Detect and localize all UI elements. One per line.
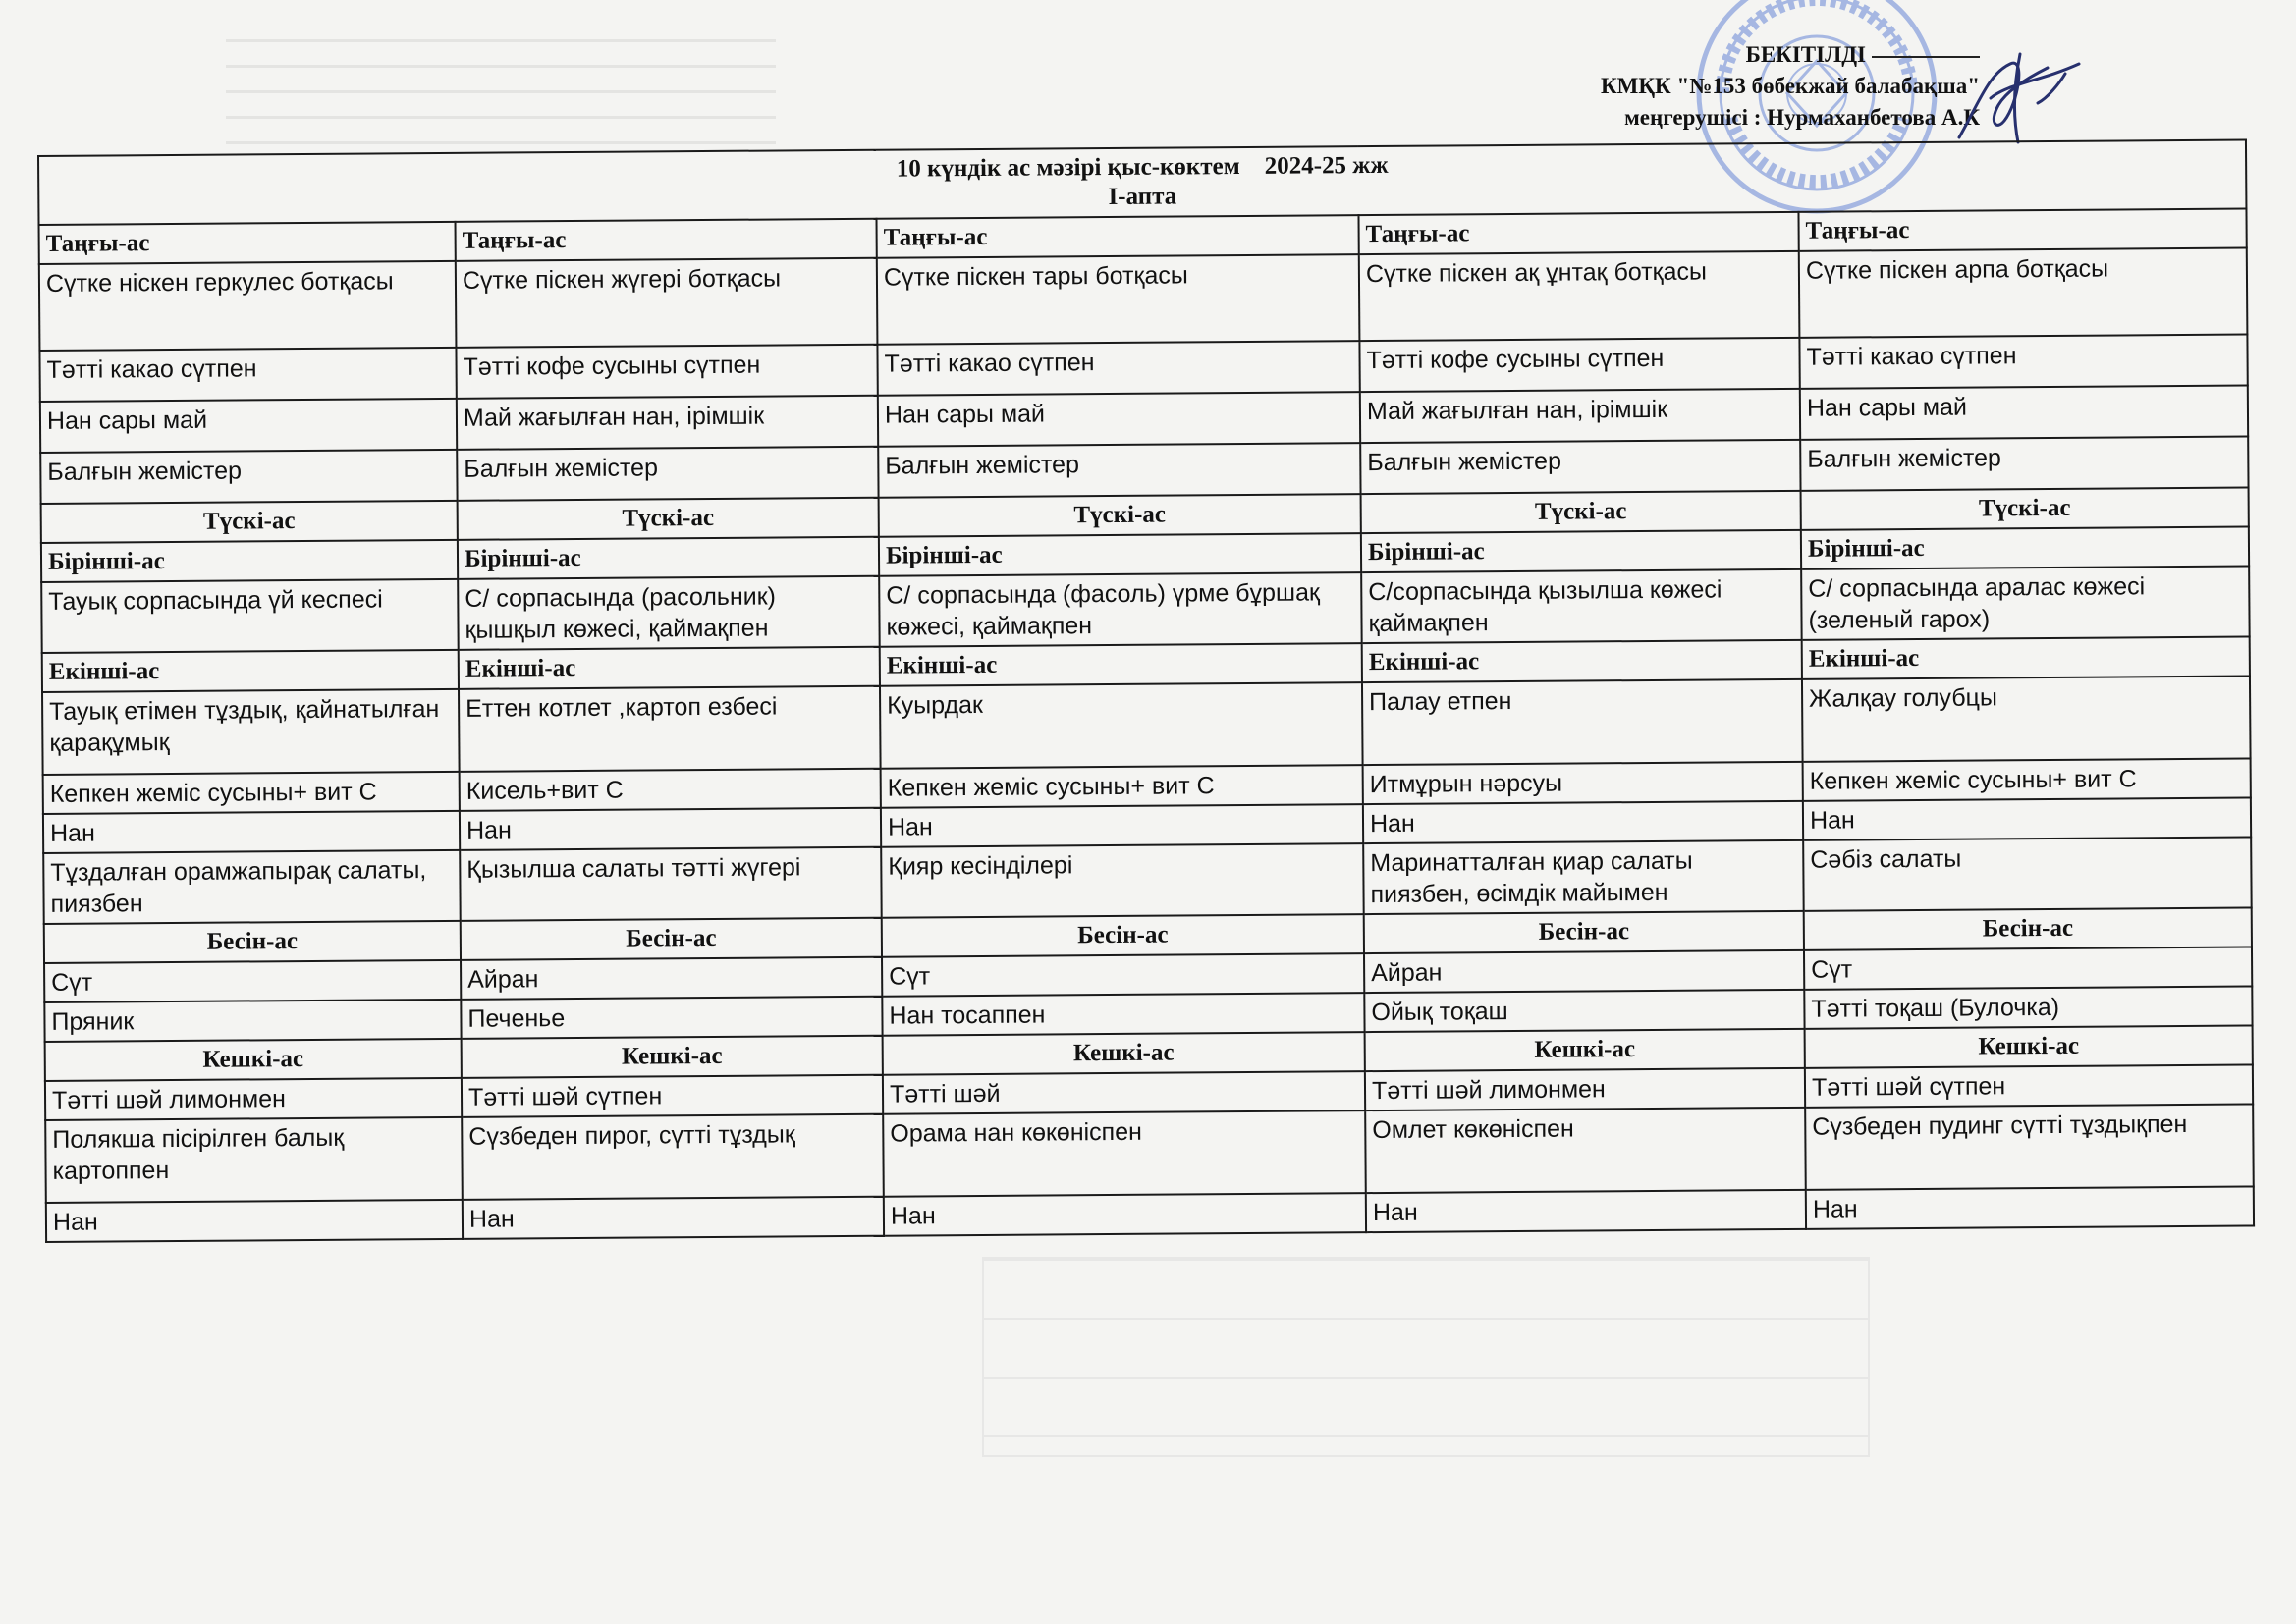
breakfast-header: Таңғы-ас [456, 219, 877, 261]
menu-cell: Сүтке піскен тары ботқасы [877, 254, 1360, 345]
menu-cell: Нан [460, 808, 881, 850]
menu-table [37, 139, 2255, 1243]
menu-cell: Пряник [44, 1000, 461, 1042]
snack-header: Бесін-ас [44, 921, 461, 963]
menu-cell: Сүтке піскен ақ ұнтақ ботқасы [1359, 251, 1800, 341]
menu-cell: Нан [1806, 1186, 2254, 1228]
first-course-header: Бірінші-ас [458, 537, 879, 579]
breakfast-header: Таңғы-ас [39, 222, 456, 264]
menu-cell: Сүзбеден пудинг сүтті тұздықпен [1805, 1104, 2254, 1189]
menu-cell: Орама нан көкөніспен [883, 1110, 1366, 1197]
menu-cell: Нан [463, 1197, 884, 1239]
approval-block [1601, 39, 1980, 134]
menu-cell: Куырдак [880, 682, 1363, 769]
menu-cell: Тұздалған орамжапырақ салаты, пиязбен [43, 850, 461, 924]
menu-cell: Балғын жемістер [878, 443, 1360, 498]
menu-cell: Нан [1366, 1190, 1806, 1232]
approval-title: БЕКІТІЛДІ [1745, 42, 1866, 67]
menu-cell: Сүтке піскен арпа ботқасы [1799, 248, 2248, 338]
menu-cell: Нан [881, 804, 1363, 847]
menu-cell: Қызылша салаты тәтті жүгері [460, 847, 882, 921]
table-row [39, 248, 2248, 351]
faint-background-table [982, 1257, 1870, 1457]
second-course-header: Екінші-ас [459, 647, 880, 689]
snack-header: Бесін-ас [1364, 911, 1804, 953]
menu-cell: Ойық тоқаш [1364, 990, 1804, 1032]
menu-cell: Сүтке ніскен геркулес ботқасы [39, 261, 457, 351]
first-course-header: Бірінші-ас [1361, 530, 1801, 572]
menu-cell: Тәтті кофе сусыны сүтпен [456, 345, 877, 399]
signature-icon [1949, 44, 2087, 152]
dinner-header: Кешкі-ас [1805, 1025, 2253, 1067]
menu-cell: Сүт [44, 960, 461, 1002]
table-row [45, 1104, 2254, 1202]
faint-background-text [226, 39, 776, 157]
menu-cell: Балғын жемістер [40, 450, 457, 504]
menu-cell: Кисель+вит С [460, 769, 881, 811]
breakfast-header: Таңғы-ас [1798, 209, 2246, 251]
dinner-header: Кешкі-ас [45, 1039, 462, 1081]
menu-cell: Нан [46, 1200, 463, 1242]
menu-cell: Тауық етімен тұздық, қайнатылған қарақұмық [42, 689, 460, 775]
first-course-header: Бірінші-ас [41, 540, 458, 582]
menu-cell: Нан [43, 811, 460, 853]
menu-cell: Палау етпен [1362, 679, 1803, 765]
menu-cell: С/сорпасында қызылша көжесі қаймақпен [1361, 569, 1802, 643]
dinner-header: Кешкі-ас [462, 1036, 883, 1078]
menu-cell: Еттен котлет ,картоп езбесі [459, 686, 881, 772]
approval-organization: КМҚК "№153 бөбекжай балабақша" [1600, 74, 1980, 98]
menu-cell: Итмұрын нәрсуы [1363, 762, 1803, 804]
first-course-header: Бірінші-ас [879, 533, 1361, 576]
menu-cell: Сәбіз салаты [1803, 837, 2252, 910]
breakfast-header: Таңғы-ас [1358, 212, 1798, 254]
menu-cell: Сүзбеден пирог, сүтті тұздық [462, 1114, 884, 1200]
menu-cell: Печенье [461, 997, 882, 1039]
menu-cell: Тәтті какао сүтпен [1799, 335, 2247, 389]
menu-cell: Омлет көкөніспен [1365, 1108, 1806, 1193]
menu-cell: Полякша пісірілген балық картоппен [45, 1117, 463, 1203]
menu-cell: Айран [1364, 950, 1804, 993]
menu-cell: Кепкен жеміс сусыны+ вит С [1803, 758, 2251, 800]
menu-cell: Тәтті шәй лимонмен [1365, 1068, 1805, 1110]
menu-cell: Балғын жемістер [1800, 437, 2248, 491]
menu-cell: Нан [884, 1193, 1366, 1236]
table-row [42, 676, 2251, 774]
menu-cell: Нан [1803, 797, 2251, 839]
lunch-header: Түскі-ас [1801, 488, 2249, 530]
menu-cell: Маринатталған қиар салаты пиязбен, өсімдік майымен [1363, 840, 1804, 914]
second-course-header: Екінші-ас [880, 643, 1362, 686]
menu-title: 10 күндік ас мәзірі қыс-көктем 2024-25 жж [896, 151, 1389, 183]
menu-cell: Нан сары май [878, 392, 1360, 447]
menu-cell: Кепкен жеміс сусыны+ вит С [881, 765, 1363, 808]
menu-cell: С/ сорпасында (фасоль) үрме бұршақ көжесі, қаймақпен [879, 572, 1362, 647]
menu-cell: Балғын жемістер [457, 447, 878, 501]
menu-cell: Тәтті тоқаш (Булочка) [1804, 986, 2252, 1028]
lunch-header: Түскі-ас [458, 498, 879, 540]
menu-cell: Май жағылған нан, ірімшік [457, 396, 878, 450]
menu-cell: Тәтті какао сүтпен [877, 341, 1359, 396]
menu-cell: Нан [1363, 801, 1803, 843]
second-course-header: Екінші-ас [42, 650, 459, 692]
menu-cell: Нан сары май [1800, 386, 2248, 440]
menu-cell: Май жағылған нан, ірімшік [1360, 389, 1800, 443]
menu-cell: Нан сары май [40, 399, 457, 453]
second-course-header: Екінші-ас [1802, 637, 2250, 679]
menu-cell: Сүтке піскен жүгері ботқасы [456, 258, 878, 348]
lunch-header: Түскі-ас [41, 501, 458, 543]
snack-header: Бесін-ас [882, 914, 1364, 957]
menu-cell: Тауық сорпасында үй кеспесі [41, 579, 459, 653]
first-course-header: Бірінші-ас [1801, 527, 2249, 569]
menu-cell: Тәтті кофе сусыны сүтпен [1359, 338, 1799, 392]
menu-cell: С/ сорпасында (расольник) қышқыл көжесі, қаймақпен [458, 576, 880, 650]
snack-header: Бесін-ас [461, 918, 882, 960]
menu-cell: С/ сорпасында аралас көжесі (зеленый гарох) [1801, 567, 2250, 640]
dinner-header: Кешкі-ас [1365, 1029, 1805, 1071]
lunch-header: Түскі-ас [879, 494, 1361, 537]
menu-cell: Нан тосаппен [882, 993, 1364, 1036]
menu-cell: Сүт [882, 953, 1364, 997]
menu-cell: Тәтті шәй сүтпен [462, 1075, 883, 1117]
approval-director: меңгерушісі : Нурмаханбетова А.К [1624, 105, 1980, 130]
menu-cell: Тәтті шәй сүтпен [1805, 1064, 2253, 1107]
menu-cell: Тәтті какао сүтпен [39, 348, 456, 402]
snack-header: Бесін-ас [1804, 907, 2252, 949]
menu-cell: Қияр кесінділері [881, 843, 1364, 918]
breakfast-header: Таңғы-ас [876, 215, 1358, 258]
menu-cell: Тәтті шәй [883, 1071, 1365, 1114]
menu-cell: Айран [461, 957, 882, 1000]
lunch-header: Түскі-ас [1361, 491, 1801, 533]
week-label: І-апта [1108, 183, 1177, 211]
menu-cell: Балғын жемістер [1360, 440, 1800, 494]
dinner-header: Кешкі-ас [883, 1032, 1365, 1075]
menu-cell: Тәтті шәй лимонмен [45, 1078, 462, 1120]
menu-cell: Жалқау голубцы [1802, 676, 2251, 761]
menu-cell: Сүт [1804, 947, 2252, 989]
menu-cell: Кепкен жеміс сусыны+ вит С [43, 772, 460, 814]
second-course-header: Екінші-ас [1362, 640, 1802, 682]
